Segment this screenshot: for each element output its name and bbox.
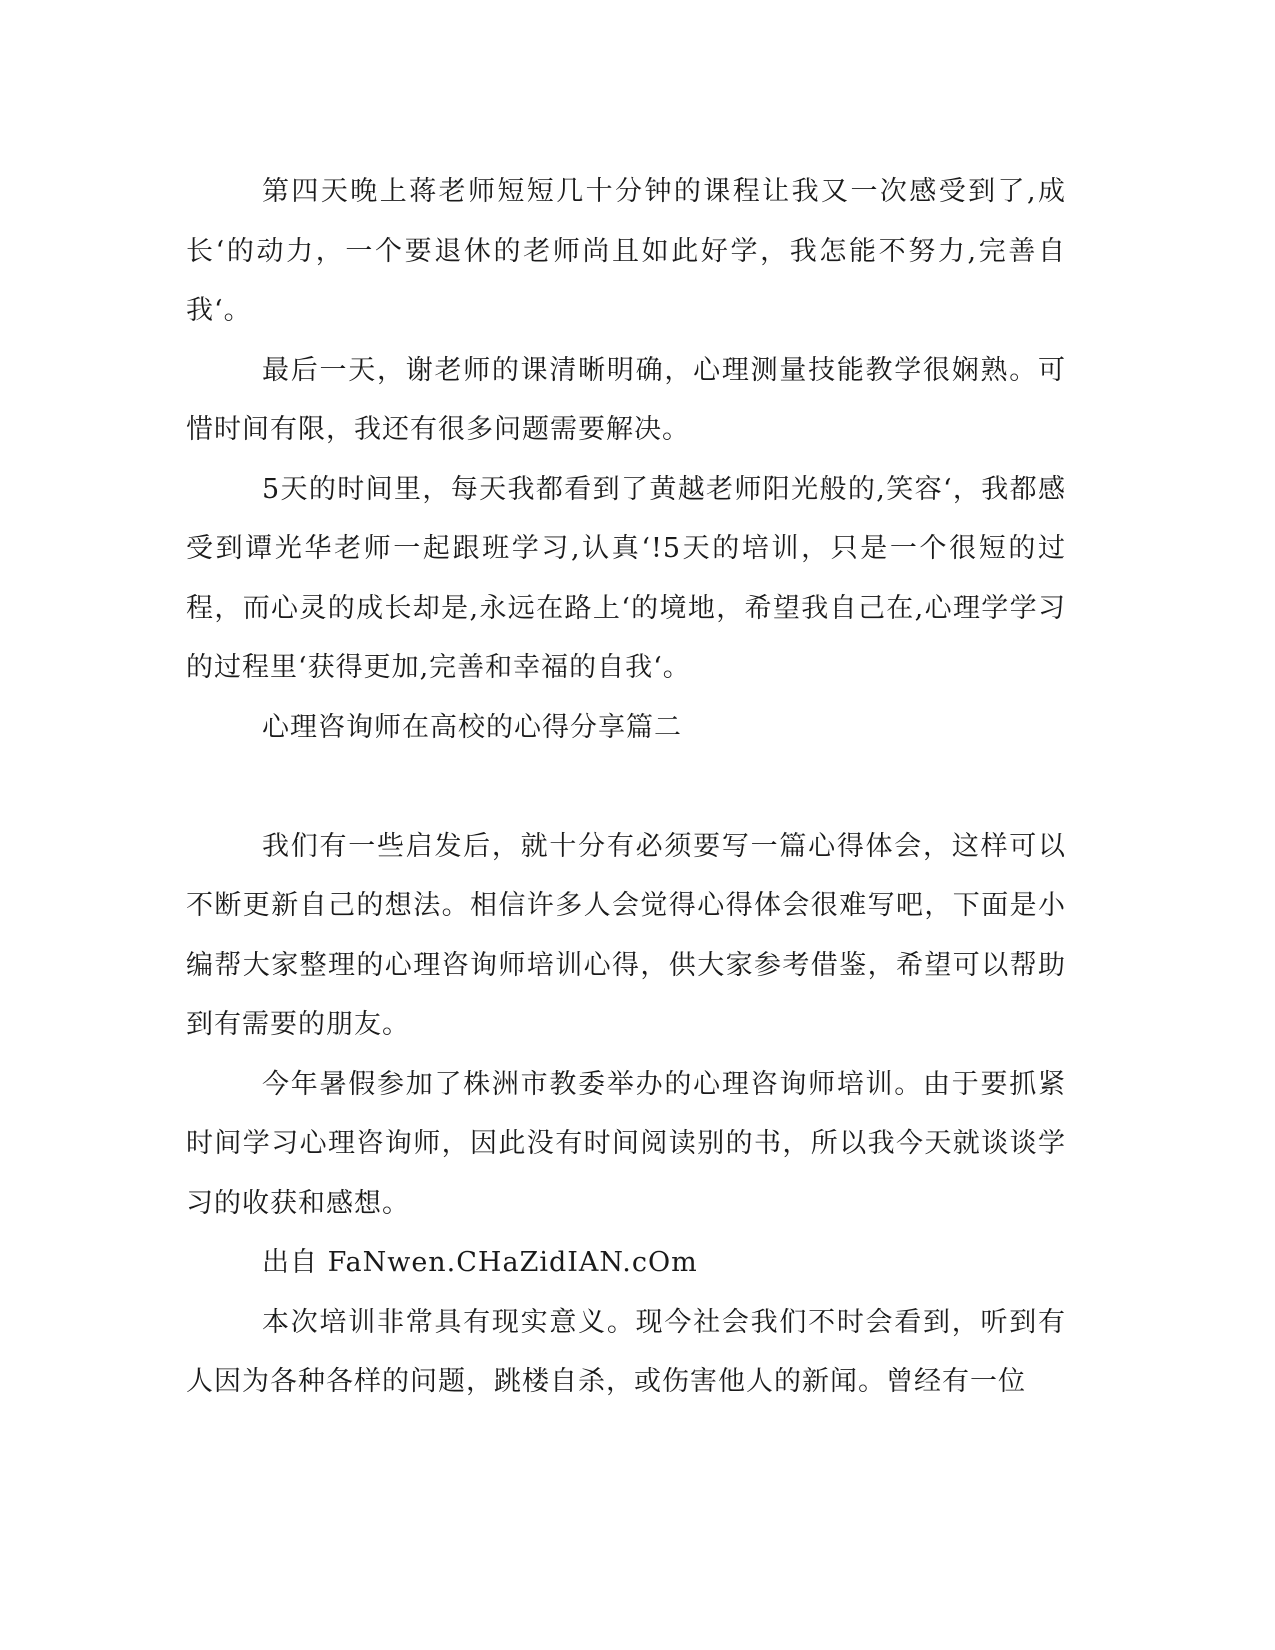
document-body	[186, 162, 1066, 1412]
paragraph-summer-training: 今年暑假参加了株洲市教委举办的心理咨询师培训。由于要抓紧时间学习心理咨询师，因此没有时间阅读别的书，所以我今天就谈谈学习的收获和感想。	[186, 1068, 1066, 1219]
section-title: 心理咨询师在高校的心得分享篇二	[262, 711, 682, 743]
section-spacer	[186, 757, 1066, 817]
paragraph-last-day: 最后一天，谢老师的课清晰明确，心理测量技能教学很娴熟。可惜时间有限，我还有很多问题需要解决。	[186, 354, 1066, 445]
paragraph-intro: 我们有一些启发后，就十分有必须要写一篇心得体会，这样可以不断更新自己的想法。相信许多人会觉得心得体会很难写吧，下面是小编帮大家整理的心理咨询师培训心得，供大家参考借鉴，希望可以帮助到有需要的朋友。	[186, 830, 1066, 1040]
paragraph-five-days: 5天的时间里，每天我都看到了黄越老师阳光般的,笑容‘，我都感受到谭光华老师一起跟班学习,认真‘!5天的培训，只是一个很短的过程，而心灵的成长却是,永远在路上‘的境地，希望我自己在,心理学学习的过程里‘获得更加,完善和幸福的自我‘。	[186, 473, 1066, 683]
paragraph-source: 出自 FaNwen.CHaZidIAN.cOm	[262, 1247, 698, 1278]
paragraph-day-four: 第四天晚上蒋老师短短几十分钟的课程让我又一次感受到了,成长‘的动力，一个要退休的老师尚且如此好学，我怎能不努力,完善自我‘。	[186, 176, 1066, 326]
paragraph-significance: 本次培训非常具有现实意义。现今社会我们不时会看到，听到有人因为各种各样的问题，跳楼自杀，或伤害他人的新闻。曾经有一位	[186, 1306, 1066, 1397]
